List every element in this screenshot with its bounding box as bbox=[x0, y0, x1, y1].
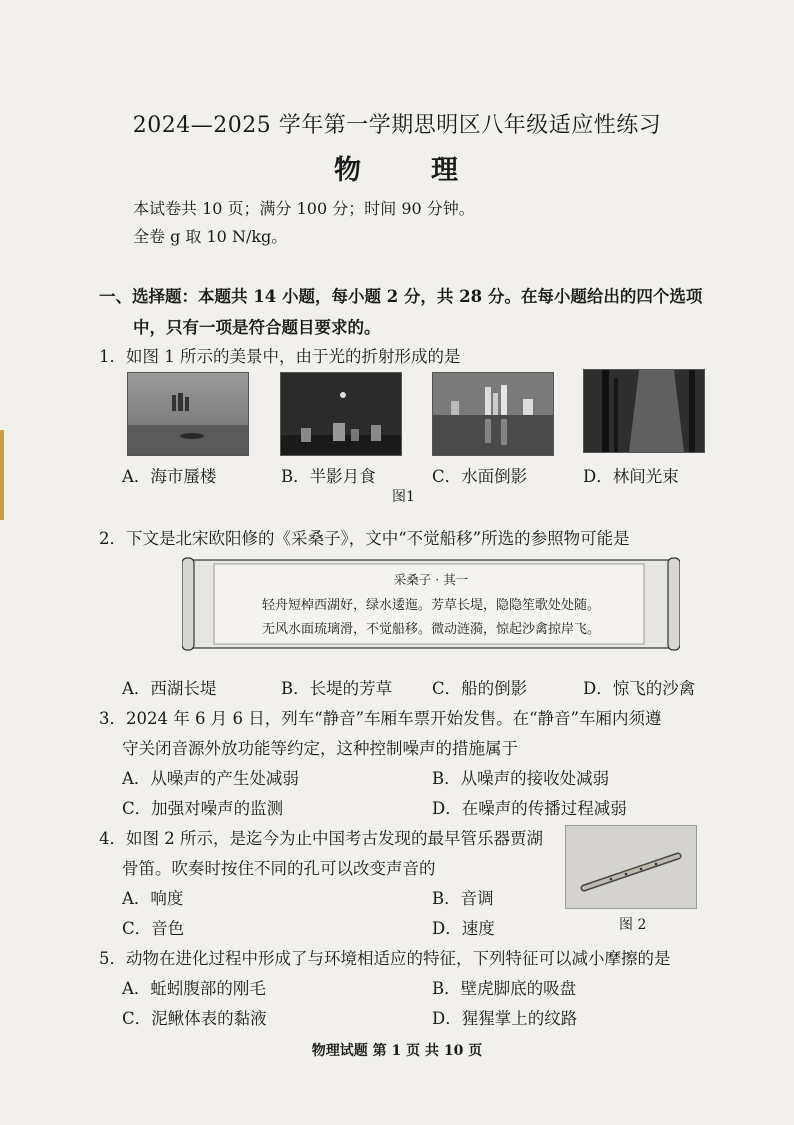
poem-scroll bbox=[182, 554, 680, 654]
question-4-option-c: C．音色 bbox=[122, 919, 185, 938]
page-edge-mark bbox=[0, 430, 4, 520]
question-4-option-b: B．音调 bbox=[432, 889, 494, 908]
forest-light-beam-photo bbox=[583, 369, 705, 453]
question-1-stem: 1．如图 1 所示的美景中，由于光的折射形成的是 bbox=[99, 347, 461, 366]
question-1-option-c: C．水面倒影 bbox=[432, 467, 528, 486]
mirage-photo bbox=[127, 372, 249, 456]
water-reflection-photo bbox=[432, 372, 554, 456]
question-3-option-b: B．从噪声的接收处减弱 bbox=[432, 769, 610, 788]
question-4-stem-line2: 骨笛。吹奏时按住不同的孔可以改变声音的 bbox=[122, 859, 436, 878]
bone-flute-photo bbox=[565, 825, 697, 909]
question-1-option-d: D．林间光束 bbox=[583, 467, 679, 486]
subject-heading bbox=[0, 148, 794, 187]
question-3-option-a: A．从噪声的产生处减弱 bbox=[122, 769, 299, 788]
question-1-option-b: B．半影月食 bbox=[281, 467, 376, 486]
poem-title: 采桑子 · 其一 bbox=[393, 572, 469, 587]
section-heading-line1: 一、选择题：本题共 14 小题，每小题 2 分，共 28 分。在每小题给出的四个选项 bbox=[99, 287, 703, 306]
poem-line-1: 轻舟短棹西湖好，绿水逶迤。芳草长堤，隐隐笙歌处处随。 bbox=[261, 598, 600, 613]
question-2-option-d: D．惊飞的沙禽 bbox=[583, 679, 696, 698]
question-5-option-c: C．泥鳅体表的黏液 bbox=[122, 1009, 267, 1028]
question-3-stem-line1: 3．2024 年 6 月 6 日，列车“静音”车厢车票开始发售。在“静音”车厢内须遵 bbox=[99, 709, 662, 728]
question-1-option-a: A．海市蜃楼 bbox=[122, 467, 217, 486]
lunar-eclipse-photo bbox=[280, 372, 402, 456]
question-3-stem-line2: 守关闭音源外放功能等约定，这种控制噪声的措施属于 bbox=[122, 739, 518, 758]
question-3-option-c: C．加强对噪声的监测 bbox=[122, 799, 284, 818]
question-2-stem: 2．下文是北宋欧阳修的《采桑子》，文中“不觉船移”所选的参照物可能是 bbox=[99, 529, 630, 548]
subject-char-2: 理 bbox=[431, 155, 460, 186]
question-5-option-a: A．蚯蚓腹部的刚毛 bbox=[122, 979, 266, 998]
question-2-option-a: A．西湖长堤 bbox=[122, 679, 217, 698]
question-5-option-b: B．壁虎脚底的吸盘 bbox=[432, 979, 577, 998]
exam-info-line2: 全卷 g 取 10 N/kg。 bbox=[133, 227, 288, 246]
question-5-option-d: D．猩猩掌上的纹路 bbox=[432, 1009, 578, 1028]
page-footer: 物理试题 第 1 页 共 10 页 bbox=[311, 1043, 483, 1059]
figure-1-caption: 图1 bbox=[392, 489, 415, 505]
exam-info-line1: 本试卷共 10 页；满分 100 分；时间 90 分钟。 bbox=[133, 199, 475, 218]
question-5-stem: 5．动物在进化过程中形成了与环境相适应的特征，下列特征可以减小摩擦的是 bbox=[99, 949, 671, 968]
exam-title: 2024—2025 学年第一学期思明区八年级适应性练习 bbox=[132, 113, 662, 138]
poem-line-2: 无风水面琉璃滑，不觉船移。微动涟漪，惊起沙禽掠岸飞。 bbox=[261, 622, 600, 637]
question-4-stem-line1: 4．如图 2 所示，是迄今为止中国考古发现的最早管乐器贾湖 bbox=[99, 829, 543, 848]
section-heading-line2: 中，只有一项是符合题目要求的。 bbox=[133, 318, 381, 337]
question-4-option-a: A．响度 bbox=[122, 889, 184, 908]
subject-char-1: 物 bbox=[334, 155, 363, 186]
question-3-option-d: D．在噪声的传播过程减弱 bbox=[432, 799, 627, 818]
question-2-option-b: B．长堤的芳草 bbox=[281, 679, 393, 698]
question-4-option-d: D．速度 bbox=[432, 919, 495, 938]
question-2-option-c: C．船的倒影 bbox=[432, 679, 528, 698]
figure-2-caption: 图 2 bbox=[619, 917, 647, 933]
